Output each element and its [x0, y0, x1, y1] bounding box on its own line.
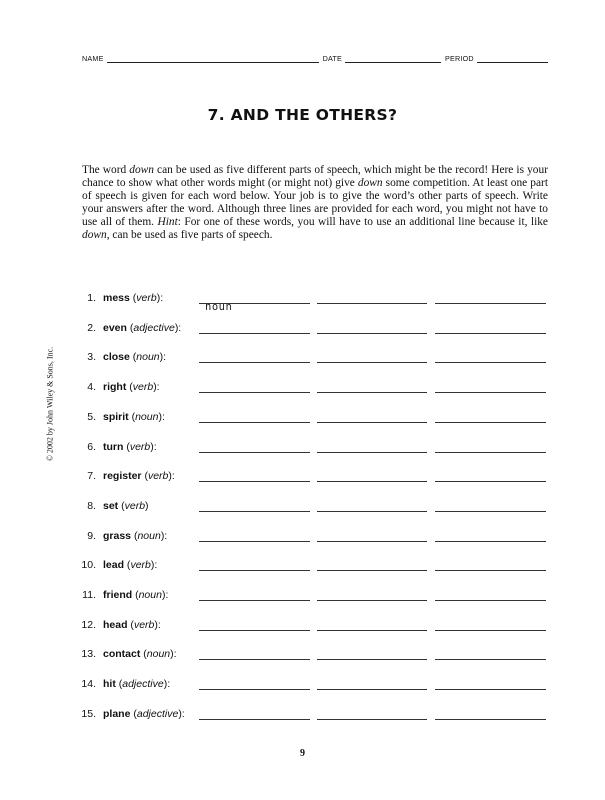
- answer-line[interactable]: [317, 303, 427, 304]
- item-word-label: register (verb):: [103, 470, 175, 483]
- item-word-label: turn (verb):: [103, 440, 157, 453]
- intro-text: can be used as five different parts of speech, which might be the record! Here is your chance to show what other words might (or might not) give: [82, 164, 548, 189]
- item-part-of-speech: noun: [135, 410, 159, 423]
- item-word-label: right (verb):: [103, 381, 160, 394]
- answer-line[interactable]: [435, 511, 546, 512]
- item-number: 9.: [87, 529, 96, 542]
- item-word: right: [103, 381, 127, 394]
- item-punct: ):: [154, 618, 161, 631]
- item-word-label: spirit (noun):: [103, 410, 165, 423]
- answer-line[interactable]: [435, 630, 546, 631]
- copyright-notice: © 2002 by John Wiley & Sons, Inc.: [45, 346, 55, 462]
- intro-emphasis: Hint: [157, 216, 178, 228]
- item-punct: ):: [159, 351, 167, 364]
- exercise-item: [0, 347, 605, 367]
- answer-line[interactable]: [317, 659, 427, 660]
- answer-line[interactable]: [435, 570, 546, 571]
- item-word-label: close (noun):: [103, 351, 167, 364]
- name-field[interactable]: [107, 54, 319, 63]
- item-word: lead: [103, 559, 125, 572]
- item-word-label: even (adjective):: [103, 321, 182, 334]
- item-punct: ): [145, 499, 149, 512]
- answer-line[interactable]: [199, 541, 310, 542]
- item-number: 14.: [81, 678, 96, 691]
- item-punct: ):: [156, 292, 164, 304]
- intro-text: some competition. At least one part of speech is given for each word below. Your job is to give the word’s other parts of speech. Write your answers after the word. Although three lines are provided for each word, you might not have to use all of them.: [82, 177, 549, 228]
- item-word: hit: [103, 678, 116, 691]
- item-part-of-speech: noun: [137, 529, 161, 542]
- item-word-label: plane (adjective):: [103, 707, 185, 720]
- item-part-of-speech: verb: [130, 559, 151, 572]
- answer-line[interactable]: [317, 719, 427, 720]
- answer-line[interactable]: [435, 303, 546, 304]
- answer-line[interactable]: [435, 689, 546, 690]
- item-punct: ):: [158, 410, 165, 423]
- answer-line[interactable]: [199, 659, 310, 660]
- item-part-of-speech: verb: [132, 381, 154, 394]
- item-number: 7.: [87, 470, 96, 483]
- exercise-item: [0, 318, 605, 338]
- item-word-label: grass (noun):: [103, 529, 168, 542]
- item-number: 11.: [82, 589, 96, 601]
- answer-line[interactable]: [435, 392, 546, 393]
- answer-line[interactable]: [435, 362, 546, 363]
- item-number: 12.: [81, 618, 96, 631]
- item-number: 5.: [87, 410, 96, 423]
- answer-line[interactable]: [435, 541, 546, 542]
- exercise-item: [0, 555, 605, 575]
- item-word: set: [103, 499, 119, 512]
- answer-line[interactable]: [435, 481, 546, 482]
- intro-emphasis: down: [82, 229, 107, 241]
- exercise-item: [0, 704, 605, 724]
- intro-text: : For one of these words, you will have to use an additional line because it, like: [177, 216, 548, 228]
- item-word: head: [103, 618, 128, 631]
- item-punct: ):: [150, 440, 157, 453]
- item-punct: ):: [160, 529, 168, 542]
- item-part-of-speech: verb: [133, 618, 155, 631]
- item-number: 15.: [81, 707, 96, 720]
- item-punct: ):: [153, 381, 160, 394]
- item-punct: ):: [178, 707, 185, 720]
- exercise-item: [0, 644, 605, 664]
- item-number: 1.: [87, 292, 96, 304]
- student-info-header: [82, 54, 548, 63]
- exercise-item: [0, 585, 605, 605]
- item-part-of-speech: noun: [146, 648, 171, 661]
- page-number: 9: [300, 748, 305, 759]
- item-number: 10.: [81, 559, 96, 572]
- exercise-item: [0, 437, 605, 457]
- item-punct: ):: [163, 678, 171, 691]
- answer-line[interactable]: [199, 481, 310, 482]
- answer-line[interactable]: [199, 600, 310, 601]
- period-field[interactable]: [477, 54, 548, 63]
- intro-text: The word: [82, 164, 130, 176]
- answer-line[interactable]: [435, 600, 546, 601]
- item-word: even: [103, 321, 127, 334]
- item-number: 6.: [87, 440, 96, 453]
- answer-line[interactable]: [199, 452, 310, 453]
- item-part-of-speech: verb: [147, 470, 169, 483]
- name-label: NAME: [82, 54, 104, 63]
- intro-text: , can be used as five parts of speech.: [106, 229, 273, 241]
- item-punct: ):: [161, 589, 169, 601]
- item-word-label: contact (noun):: [103, 648, 177, 661]
- answer-line[interactable]: [199, 301, 310, 313]
- item-part-of-speech: noun: [136, 351, 160, 364]
- item-part-of-speech: verb: [136, 292, 157, 304]
- answer-line[interactable]: [199, 689, 310, 690]
- date-label: DATE: [322, 54, 343, 63]
- answer-line[interactable]: [199, 511, 310, 512]
- answer-line[interactable]: [317, 570, 427, 571]
- item-word: grass: [103, 529, 132, 542]
- date-field[interactable]: [345, 54, 441, 63]
- exercise-item: [0, 674, 605, 694]
- answer-line[interactable]: [199, 333, 310, 334]
- item-word-label: head (verb):: [103, 618, 161, 631]
- exercise-item: [0, 496, 605, 516]
- item-word: turn: [103, 440, 124, 453]
- answer-line[interactable]: [317, 630, 427, 631]
- answer-line[interactable]: [199, 570, 310, 571]
- item-word: register: [103, 470, 142, 483]
- exercise-item: [0, 615, 605, 635]
- answer-line[interactable]: [199, 422, 310, 423]
- exercise-item: [0, 526, 605, 546]
- item-word-label: set (verb): [103, 499, 149, 512]
- exercise-item: [0, 288, 605, 313]
- item-word: contact: [103, 648, 141, 661]
- answer-line[interactable]: [317, 600, 427, 601]
- intro-emphasis: down: [129, 164, 154, 176]
- answer-line[interactable]: [317, 422, 427, 423]
- item-word-label: friend (noun):: [103, 589, 169, 601]
- intro-emphasis: down: [357, 177, 383, 189]
- item-word-label: lead (verb):: [103, 559, 158, 572]
- exercise-item: [0, 407, 605, 427]
- handwritten-answer: noun: [205, 301, 233, 313]
- answer-line[interactable]: [435, 422, 546, 423]
- answer-line[interactable]: [435, 659, 546, 660]
- answer-line[interactable]: [317, 511, 427, 512]
- item-word-label: hit (adjective):: [103, 678, 171, 691]
- worksheet-title: 7. AND THE OTHERS?: [207, 106, 398, 124]
- item-part-of-speech: adjective: [122, 678, 164, 691]
- item-part-of-speech: noun: [138, 589, 162, 601]
- item-part-of-speech: adjective: [136, 707, 179, 720]
- item-number: 8.: [87, 499, 96, 512]
- answer-line[interactable]: [199, 630, 310, 631]
- item-punct: ):: [174, 321, 182, 334]
- item-part-of-speech: verb: [129, 440, 151, 453]
- answer-line[interactable]: [317, 541, 427, 542]
- period-label: PERIOD: [445, 54, 474, 63]
- answer-line[interactable]: [199, 392, 310, 393]
- answer-line[interactable]: [199, 362, 310, 363]
- item-part-of-speech: adjective: [133, 321, 175, 334]
- item-word-label: mess (verb):: [103, 292, 164, 304]
- answer-line[interactable]: [317, 362, 427, 363]
- answer-line[interactable]: [317, 689, 427, 690]
- item-word: friend: [103, 589, 133, 601]
- item-word: spirit: [103, 410, 129, 423]
- item-number: 4.: [87, 381, 96, 394]
- answer-line[interactable]: [317, 392, 427, 393]
- answer-line[interactable]: [435, 452, 546, 453]
- item-part-of-speech: verb: [124, 499, 146, 512]
- item-number: 3.: [87, 351, 96, 364]
- item-punct: ):: [168, 470, 175, 483]
- item-word: mess: [103, 292, 130, 304]
- item-word: plane: [103, 707, 131, 720]
- item-number: 2.: [87, 321, 96, 334]
- item-number: 13.: [81, 648, 96, 661]
- item-word: close: [103, 351, 130, 364]
- answer-line[interactable]: [317, 481, 427, 482]
- answer-line[interactable]: [435, 333, 546, 334]
- answer-line[interactable]: [199, 719, 310, 720]
- item-punct: ):: [150, 559, 158, 572]
- instructions-paragraph: [82, 164, 548, 242]
- item-punct: ):: [170, 648, 177, 661]
- answer-line[interactable]: [317, 333, 427, 334]
- answer-line[interactable]: [435, 719, 546, 720]
- exercise-item: [0, 466, 605, 486]
- answer-line[interactable]: [317, 452, 427, 453]
- exercise-item: [0, 377, 605, 397]
